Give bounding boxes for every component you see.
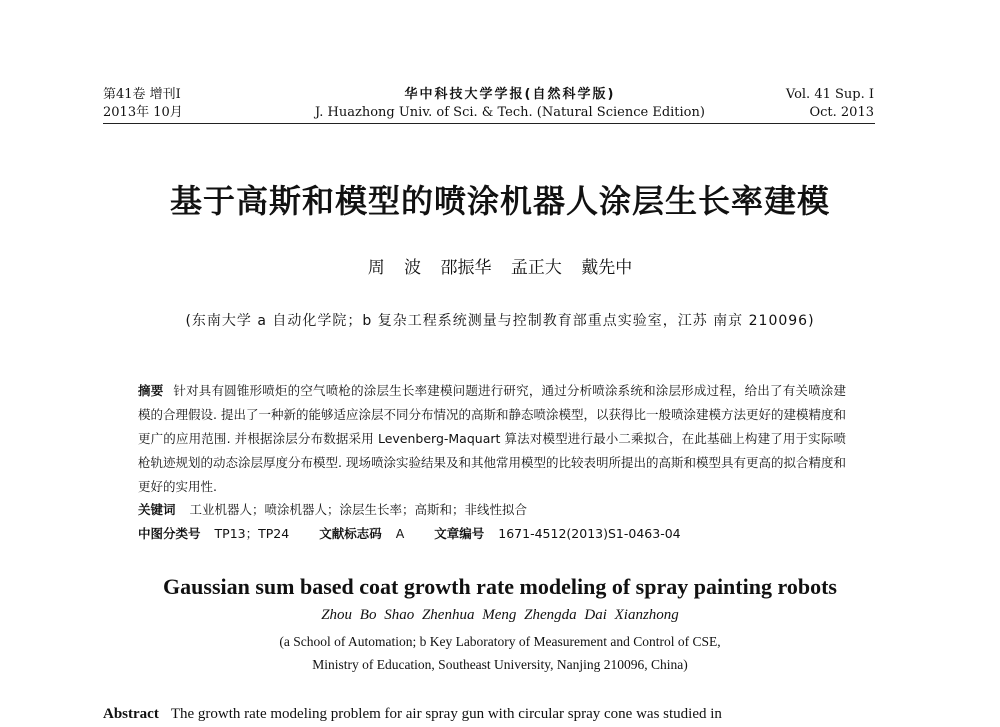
journal-name-cn: 华中科技大学学报(自然科学版)	[404, 87, 616, 102]
volume-cn: 第41卷 增刊Ⅰ	[103, 87, 181, 102]
date-cn: 2013年 10月	[103, 105, 183, 120]
authors-cn: 周 波 邵振华 孟正大 戴先中	[367, 258, 633, 278]
abstract-en-label: Abstract	[103, 706, 159, 722]
classification-line	[138, 524, 681, 542]
volume-en: Vol. 41 Sup. Ⅰ	[785, 87, 874, 102]
authors-en: Zhou Bo Shao Zhenhua Meng Zhengda Dai Xianzhong	[321, 607, 679, 623]
affiliation-en-line2: Ministry of Education, Southeast University, Nanjing 210096, China)	[312, 657, 688, 672]
affiliation-en-line1: (a School of Automation; b Key Laboratory of Measurement and Control of CSE,	[279, 634, 721, 649]
paper-title-cn: 基于高斯和模型的喷涂机器人涂层生长率建模	[169, 182, 830, 220]
header-center	[250, 86, 770, 122]
header-rule	[103, 123, 875, 124]
keywords-cn-label: 关键词	[138, 502, 176, 517]
abstract-en	[103, 706, 883, 723]
paper-title-en: Gaussian sum based coat growth rate modeling of spray painting robots	[163, 574, 837, 599]
abstract-cn-text: 针对具有圆锥形喷炬的空气喷枪的涂层生长率建模问题进行研究，通过分析喷涂系统和涂层形成过程，给出了有关喷涂建模的合理假设. 提出了一种新的能够适应涂层不同分布情况的高斯和静态喷涂模型，以获得比一般喷涂建模方法更好的建模精度和更广的应用范围. 并根据涂层分布数据采用 Levenberg-Maquart 算法对模型进行最小二乘拟合，在此基础上构建了用于实际喷枪轨迹规划的动态涂层厚度分布模型. 现场喷涂实验结果及和其他常用模型的比较表明所提出的高斯和模型具有更高的拟合精度和更好的实用性.	[138, 383, 846, 494]
article-id-label: 文章编号	[434, 526, 485, 541]
article-id-value: 1671-4512(2013)S1-0463-04	[498, 526, 681, 541]
clc-label: 中图分类号	[138, 526, 201, 541]
clc-value: TP13；TP24	[214, 526, 290, 541]
journal-name-en: J. Huazhong Univ. of Sci. & Tech. (Natural Science Edition)	[315, 105, 705, 120]
affiliation-cn: (东南大学 a 自动化学院；b 复杂工程系统测量与控制教育部重点实验室，江苏 南京 210096)	[185, 313, 815, 329]
abstract-en-text: The growth rate modeling problem for air spray gun with circular spray cone was studied in	[170, 706, 722, 722]
abstract-cn	[138, 379, 846, 499]
doc-code-value: A	[395, 526, 405, 541]
doc-code-label: 文献标志码	[319, 526, 382, 541]
header-right	[786, 86, 874, 122]
keywords-cn-text: 工业机器人；喷涂机器人；涂层生长率；高斯和；非线性拟合	[189, 502, 528, 517]
date-en: Oct. 2013	[809, 105, 874, 120]
header-left	[103, 86, 183, 122]
abstract-cn-label: 摘要	[138, 383, 164, 398]
keywords-cn	[138, 500, 527, 518]
